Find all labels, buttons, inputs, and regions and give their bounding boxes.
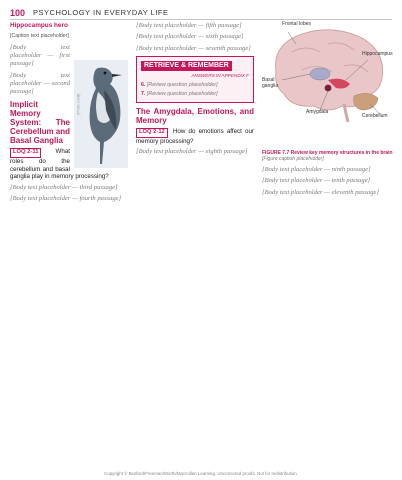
brain-icon <box>262 22 394 122</box>
chapter-title: PSYCHOLOGY IN EVERYDAY LIFE <box>33 8 169 17</box>
mid-para-4: [Body text placeholder — eighth passage] <box>136 148 248 156</box>
right-column <box>262 22 394 200</box>
label-cerebellum: Cerebellum <box>362 113 388 119</box>
copyright-footer: Copyright © Bedford/Freeman/Worth/Macmillan Learning. Uncorrected proofs. Not for redistribution. <box>104 471 298 476</box>
left-para-1: [Body text placeholder — first passage] <box>10 43 70 68</box>
label-basal-ganglia: Basal ganglia <box>262 77 279 89</box>
right-para-3: [Body text placeholder — eleventh passage] <box>262 188 380 196</box>
mid-para-1: [Body text placeholder — fifth passage] <box>136 22 242 29</box>
learning-objective-question-2 <box>136 128 254 145</box>
right-para-2: [Body text placeholder — tenth passage] <box>262 177 371 185</box>
retrieve-question-1: 6. [Review question placeholder] <box>141 82 218 89</box>
retrieve-subtitle: ANSWERS IN APPENDIX F <box>191 73 249 79</box>
loq-tag-2: LOQ 2-12 <box>136 128 168 138</box>
page-number: 100 <box>10 7 26 18</box>
bird-photo <box>74 60 128 168</box>
left-para-2: [Body text placeholder — second passage] <box>10 71 70 96</box>
label-frontal-lobes: Frontal lobes <box>282 21 311 27</box>
left-para-4: [Body text placeholder — fourth passage] <box>10 195 122 203</box>
section-heading-implicit: Implicit Memory System: The Cerebellum and Basal Ganglia <box>10 100 71 146</box>
cerebellum-region <box>354 93 378 110</box>
figure-caption: FIGURE 7.7 Review key memory structures in the brain [Figure caption placeholder] <box>262 150 393 162</box>
loq-tag: LOQ 2-11 <box>10 148 41 158</box>
left-column <box>10 22 128 206</box>
mid-para-3: [Body text placeholder — seventh passage] <box>136 44 251 52</box>
intro-note: [Caption text placeholder] <box>10 33 69 40</box>
retrieve-title: RETRIEVE & REMEMBER <box>141 61 232 71</box>
amygdala-region <box>325 85 332 92</box>
right-para-1: [Body text placeholder — ninth passage] <box>262 166 371 173</box>
middle-column <box>136 22 254 160</box>
retrieve-remember-box <box>136 56 254 103</box>
retrieve-question-2: 7. [Review question placeholder] <box>141 90 218 97</box>
mid-para-2: [Body text placeholder — sixth passage] <box>136 33 244 41</box>
brain-diagram <box>262 22 394 150</box>
left-para-3: [Body text placeholder — third passage] <box>10 183 118 191</box>
page-header <box>10 6 392 20</box>
intro-lead <box>10 22 128 30</box>
basal-ganglia-region <box>310 68 330 80</box>
loq-text-2: How do emotions affect our memory processing? <box>136 128 254 145</box>
lead-text: Hippocampus hero <box>10 22 68 29</box>
section-heading-amygdala: The Amygdala, Emotions, and Memory <box>136 107 254 126</box>
photo-credit: [Photo credit] <box>76 93 81 115</box>
label-hippocampus: Hippocampus <box>362 51 393 57</box>
loq-text: What roles do the cerebellum and basal ganglia play in memory processing? <box>10 148 109 181</box>
label-amygdala: Amygdala <box>306 109 329 115</box>
